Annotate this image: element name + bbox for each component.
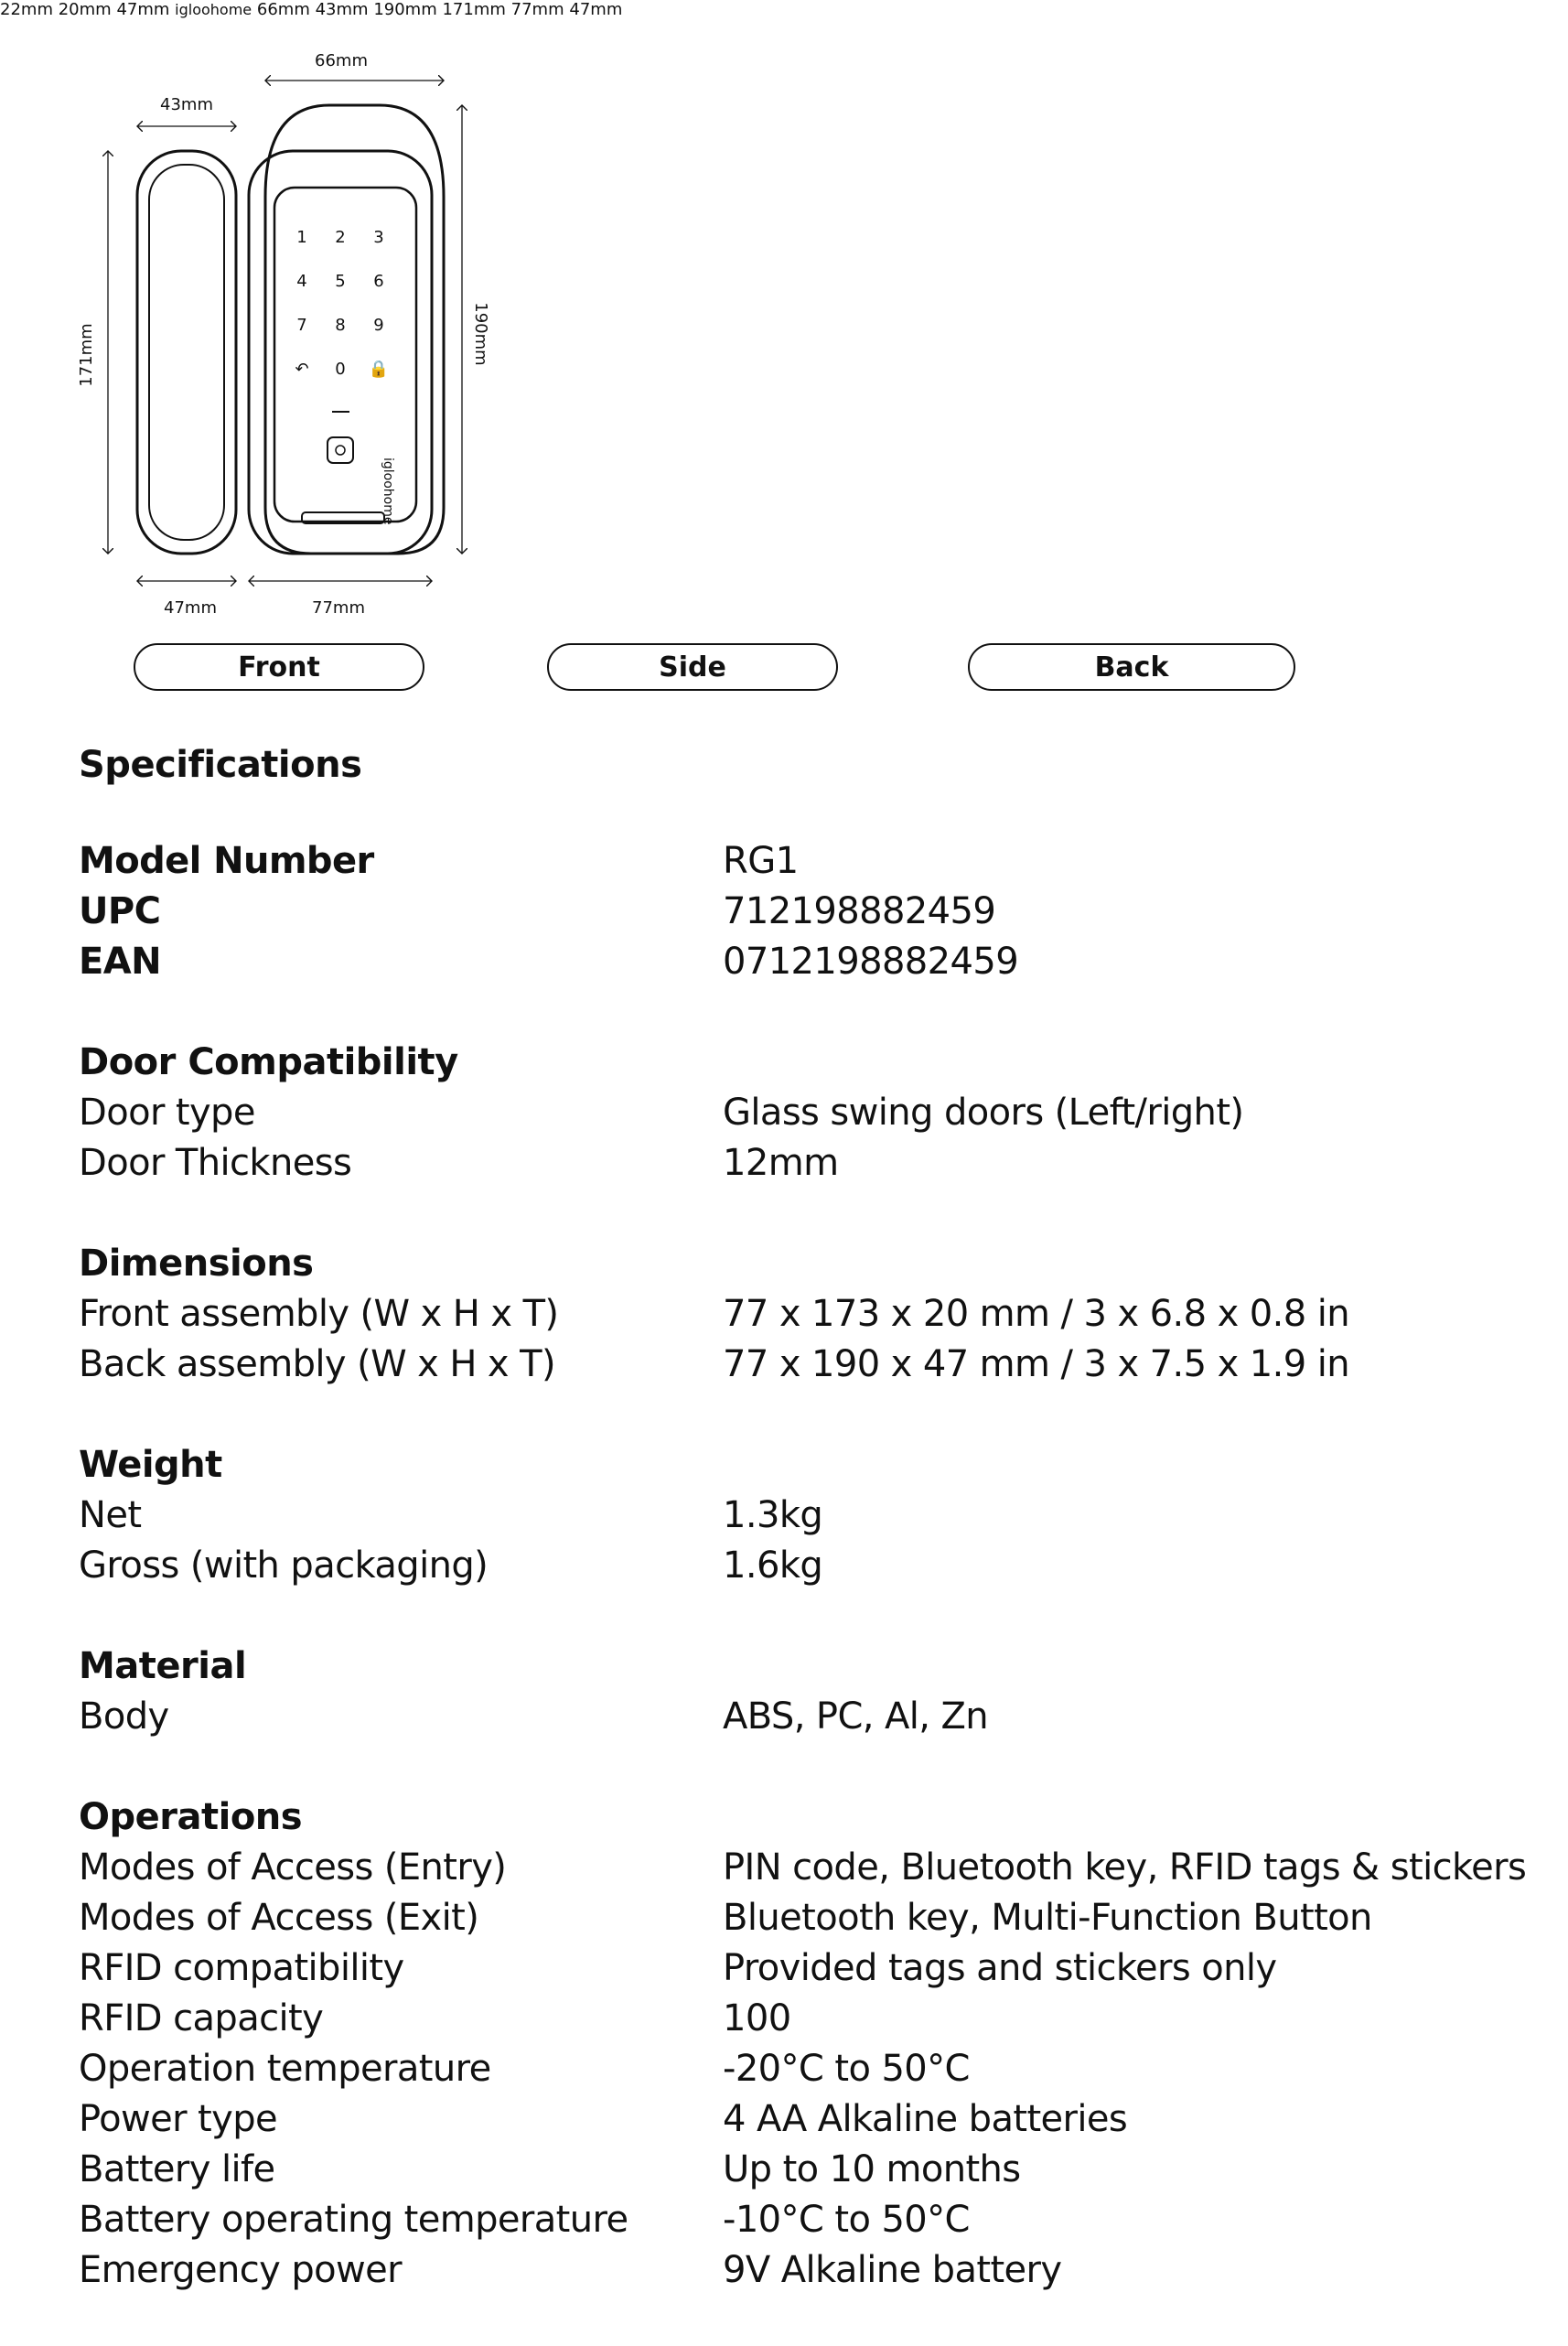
- spec-row: [79, 2044, 1542, 2094]
- spec-key: Net: [79, 1494, 142, 1536]
- spec-row: [79, 1541, 1542, 1591]
- spec-row: [79, 1893, 1542, 1943]
- spec-value: 100: [723, 1997, 791, 2039]
- spec-value: 77 x 190 x 47 mm / 3 x 7.5 x 1.9 in: [723, 1343, 1349, 1385]
- spec-row: [79, 1088, 1542, 1138]
- front-view-drawing: [137, 105, 444, 554]
- keypad-key: 1: [296, 228, 307, 247]
- spec-key: Modes of Access (Exit): [79, 1897, 479, 1939]
- spec-row: [79, 1138, 1542, 1189]
- keypad-key: 5: [335, 272, 346, 291]
- material-group: [79, 1641, 1542, 1742]
- keypad-key: 3: [373, 228, 384, 247]
- spec-value: Up to 10 months: [723, 2148, 1021, 2190]
- keypad-key: 0: [335, 360, 346, 379]
- spec-value: Bluetooth key, Multi-Function Button: [723, 1897, 1372, 1939]
- spec-row: [79, 1340, 1542, 1390]
- front-dim-bottom-right: 77mm: [312, 598, 365, 618]
- spec-row: [79, 937, 1542, 987]
- front-dim-right: 190mm: [471, 302, 490, 366]
- weight-group: [79, 1440, 1542, 1591]
- spec-value: ABS, PC, Al, Zn: [723, 1695, 989, 1738]
- operations-group: [79, 1792, 1542, 2296]
- spec-row: [79, 2094, 1542, 2145]
- identifiers-group: [79, 836, 1542, 987]
- section-heading: Material: [79, 1645, 247, 1687]
- spec-key: Battery life: [79, 2148, 275, 2190]
- spec-value: 1.3kg: [723, 1494, 823, 1536]
- keypad-key: ↶: [295, 360, 309, 379]
- spec-value: Provided tags and stickers only: [723, 1947, 1277, 1989]
- spec-key: Body: [79, 1695, 169, 1738]
- spec-key: Door type: [79, 1092, 255, 1134]
- front-keypad: [295, 228, 395, 525]
- spec-key: EAN: [79, 941, 161, 983]
- front-brand-logo: igloohome: [381, 457, 395, 525]
- spec-row: [79, 1843, 1542, 1893]
- spec-key: RFID capacity: [79, 1997, 324, 2039]
- spec-key: Power type: [79, 2098, 278, 2140]
- spec-key: RFID compatibility: [79, 1947, 404, 1989]
- spec-value: 9V Alkaline battery: [723, 2249, 1062, 2291]
- back-dim-bottom-right: 47mm: [569, 0, 623, 19]
- keypad-key: 4: [296, 272, 307, 291]
- spec-key: Back assembly (W x H x T): [79, 1343, 555, 1385]
- keypad-key: 6: [373, 272, 384, 291]
- back-view-label: Back: [968, 643, 1295, 691]
- front-dim-bottom-left: 47mm: [164, 598, 217, 618]
- back-dim-left: 190mm: [373, 0, 437, 19]
- spec-value: 77 x 173 x 20 mm / 3 x 6.8 x 0.8 in: [723, 1293, 1349, 1335]
- spec-row: [79, 1490, 1542, 1541]
- spec-row: [79, 1943, 1542, 1994]
- section-heading: Weight: [79, 1444, 222, 1486]
- front-dim-cover: 43mm: [160, 95, 213, 114]
- spec-row: [79, 887, 1542, 937]
- front-view-label: Front: [134, 643, 424, 691]
- spec-key: Gross (with packaging): [79, 1544, 489, 1587]
- spec-value: 12mm: [723, 1142, 839, 1184]
- back-brand-logo: igloohome: [175, 1, 252, 18]
- spec-key: UPC: [79, 890, 161, 932]
- specifications-title: Specifications: [79, 744, 362, 786]
- spec-value: 0712198882459: [723, 941, 1019, 983]
- spec-value: -10°C to 50°C: [723, 2199, 970, 2241]
- section-heading: Door Compatibility: [79, 1041, 458, 1083]
- spec-row: [79, 1692, 1542, 1742]
- spec-key: Modes of Access (Entry): [79, 1846, 507, 1889]
- keypad-key: 9: [373, 316, 384, 335]
- side-dim-bottom-left: 20mm: [58, 0, 112, 19]
- spec-value: PIN code, Bluetooth key, RFID tags & stickers: [723, 1846, 1527, 1889]
- door-compatibility-group: [79, 1038, 1542, 1189]
- specifications-section: [79, 739, 1542, 2346]
- section-heading: Dimensions: [79, 1243, 314, 1285]
- back-dim-top: 66mm: [256, 0, 310, 19]
- product-dimension-diagrams: [0, 0, 1568, 714]
- spec-key: Emergency power: [79, 2249, 402, 2291]
- section-heading: Operations: [79, 1796, 303, 1838]
- front-dim-left: 171mm: [77, 323, 96, 387]
- spec-key: Model Number: [79, 840, 374, 882]
- keypad-key: 7: [296, 316, 307, 335]
- spec-row: [79, 1994, 1542, 2044]
- spec-row: [79, 2195, 1542, 2245]
- keypad-key: 8: [335, 316, 346, 335]
- spec-row: [79, 2245, 1542, 2296]
- spec-value: 1.6kg: [723, 1544, 823, 1587]
- front-dim-top: 66mm: [315, 51, 368, 70]
- spec-key: Door Thickness: [79, 1142, 352, 1184]
- spec-value: 712198882459: [723, 890, 996, 932]
- spec-key: Front assembly (W x H x T): [79, 1293, 559, 1335]
- spec-row: [79, 1289, 1542, 1340]
- back-dim-bottom-left: 77mm: [510, 0, 564, 19]
- spec-key: Operation temperature: [79, 2048, 491, 2090]
- back-dim-right: 171mm: [442, 0, 506, 19]
- keypad-key: 2: [335, 228, 346, 247]
- spec-value: Glass swing doors (Left/right): [723, 1092, 1244, 1134]
- side-dim-top: 22mm: [0, 0, 53, 19]
- keypad-key: 🔒: [368, 360, 390, 379]
- spec-value: RG1: [723, 840, 799, 882]
- spec-row: [79, 2145, 1542, 2195]
- spec-row: [79, 836, 1542, 887]
- spec-value: 4 AA Alkaline batteries: [723, 2098, 1128, 2140]
- spec-key: Battery operating temperature: [79, 2199, 628, 2241]
- dimensions-group: [79, 1239, 1542, 1390]
- side-dim-bottom-right: 47mm: [116, 0, 170, 19]
- spec-value: -20°C to 50°C: [723, 2048, 970, 2090]
- back-dim-cover: 43mm: [315, 0, 369, 19]
- side-view-label: Side: [547, 643, 838, 691]
